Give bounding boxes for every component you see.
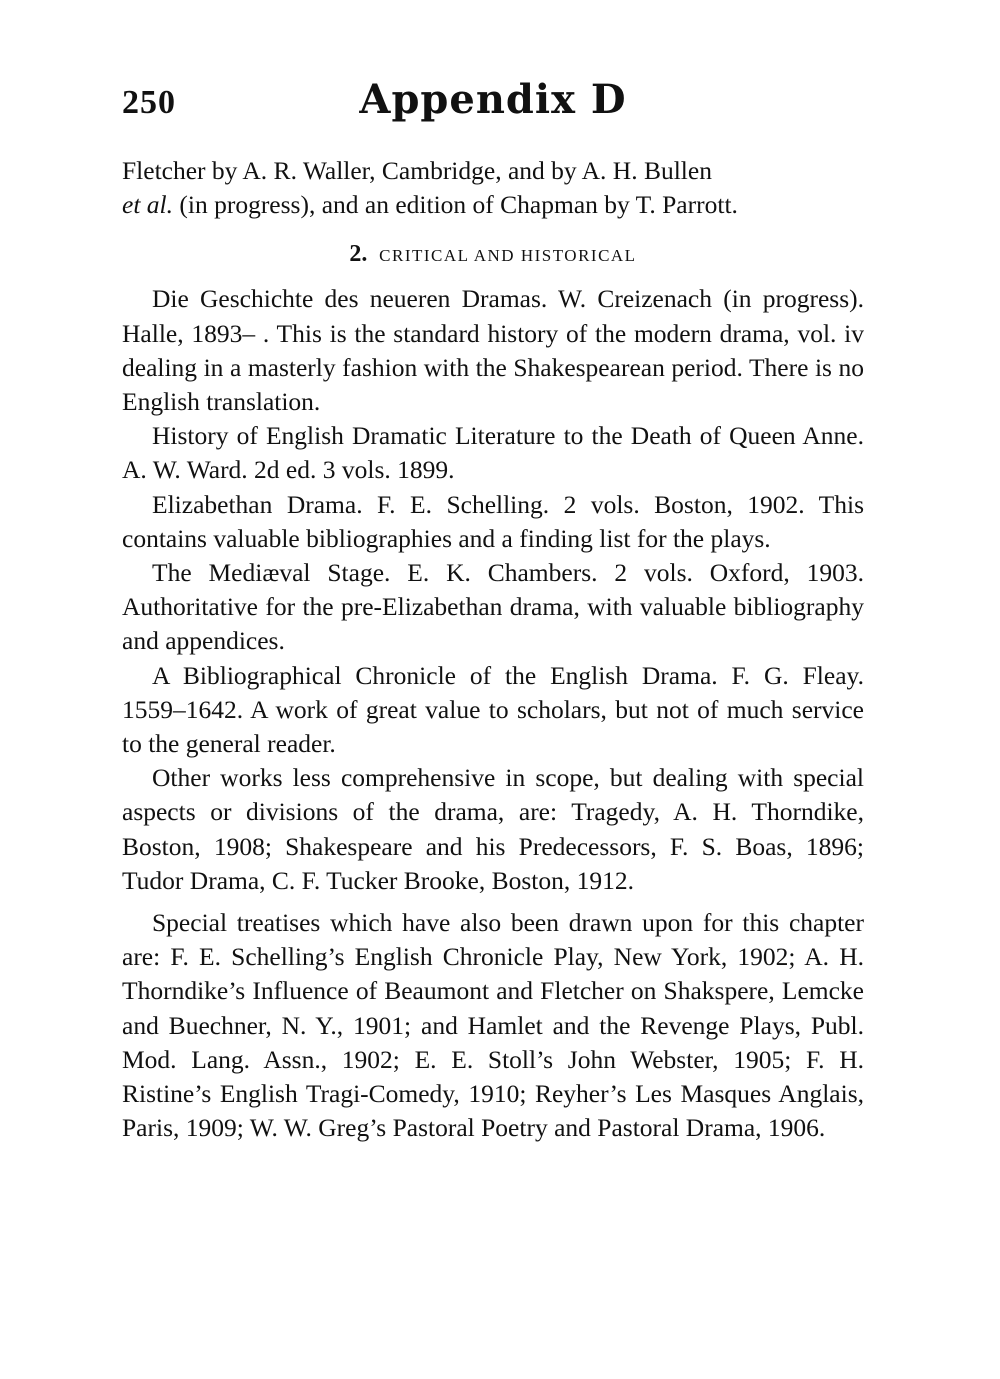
- running-title: Appendix D: [359, 76, 627, 123]
- continued-line-1: Fletcher by A. R. Waller, Cambridge, and by A. H. Bullen: [122, 156, 712, 185]
- et-al-italic: et al.: [122, 190, 173, 220]
- bibliography-entry: A Bibliographical Chronicle of the English Drama. F. G. Fleay. 1559–1642. A work of great value to scholars, but not of much service to the general reader.: [122, 660, 864, 759]
- page-number: 250: [122, 84, 176, 121]
- bibliography-entry: History of English Dramatic Literature to the Death of Queen Anne. A. W. Ward. 2d ed. 3 vols. 1899.: [122, 421, 864, 485]
- bibliography-paragraph: Other works less comprehensive in scope, but dealing with special aspects or divisions of the drama, are: Tragedy, A. H. Thorndike, Boston, 1908; Shakespeare and his Predecessors, F. S. Boas, 1896; Tudor Drama, C. F. Tucker Brooke, Boston, 1912.: [122, 763, 864, 895]
- page-body: [122, 154, 864, 1145]
- section-number: 2.: [349, 241, 368, 268]
- section-heading: [122, 242, 864, 268]
- bibliography-entry: Die Geschichte des neueren Dramas. W. Creizenach (in progress). Halle, 1893– . This is the standard history of the modern drama, vol. iv dealing in a masterly fashion with the Shakespearean period. There is no English translation.: [122, 284, 864, 417]
- section-title: CRITICAL AND HISTORICAL: [379, 246, 637, 266]
- bibliography-entry: The Mediæval Stage. E. K. Chambers. 2 vols. Oxford, 1903. Authoritative for the pre-Elizabethan drama, with valuable bibliography and appendices.: [122, 558, 864, 656]
- bibliography-paragraph: Special treatises which have also been drawn upon for this chapter are: F. E. Schelling’s English Chronicle Play, New York, 1902; A. H. Thorndike’s Influence of Beaumont and Fletcher on Shakspere, Lemcke and Buechner, N. Y., 1901; and Hamlet and the Revenge Plays, Publ. Mod. Lang. Assn., 1902; E. E. Stoll’s John Webster, 1905; F. H. Ristine’s English Tragi-Comedy, 1910; Reyher’s Les Masques Anglais, Paris, 1909; W. W. Greg’s Pastoral Poetry and Pastoral Drama, 1906.: [122, 908, 864, 1143]
- bibliography-entry: Elizabethan Drama. F. E. Schelling. 2 vols. Boston, 1902. This contains valuable bibliographies and a finding list for the plays.: [122, 489, 864, 553]
- page-header: [122, 72, 864, 132]
- continued-line-2: (in progress), and an edition of Chapman by T. Parrott.: [173, 190, 738, 220]
- continued-paragraph: [122, 154, 864, 222]
